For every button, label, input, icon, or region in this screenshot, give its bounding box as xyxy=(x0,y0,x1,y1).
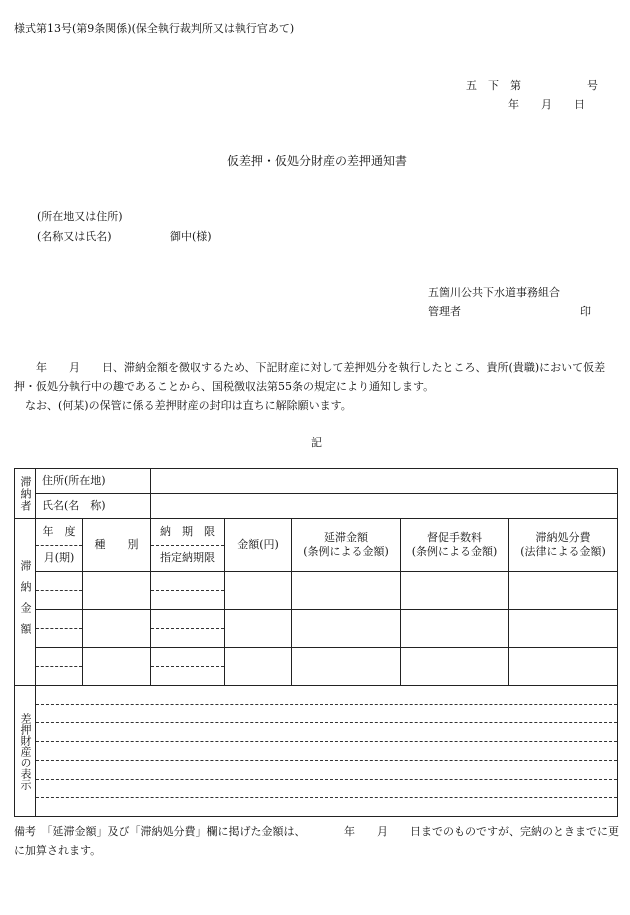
reminder-fee-cell[interactable] xyxy=(401,610,509,648)
disposal-fee-sub: (法律による金額) xyxy=(520,545,606,558)
form-label: 様式第13号(第9条関係)(保全執行裁判所又は執行官あて) xyxy=(14,22,295,35)
amount-yen-label: 金額(円) xyxy=(237,538,279,551)
late-fee-cell[interactable] xyxy=(292,610,401,648)
year-month-cell[interactable] xyxy=(36,572,83,610)
reminder-fee-cell[interactable] xyxy=(401,648,509,686)
address-value-cell[interactable] xyxy=(151,469,618,494)
table-row xyxy=(15,610,618,648)
addressee-name-label: (名称又は氏名) xyxy=(37,230,112,243)
late-fee-cell[interactable] xyxy=(292,648,401,686)
name-value-cell[interactable] xyxy=(151,494,618,519)
amount-yen-header-cell xyxy=(225,519,292,572)
year-month-header-cell xyxy=(36,519,83,572)
amount-header-cell xyxy=(15,519,36,686)
due-cell[interactable] xyxy=(151,572,225,610)
disposal-fee-label: 滞納処分費 xyxy=(535,531,591,544)
table-row xyxy=(15,648,618,686)
table-row xyxy=(15,572,618,610)
type-header-cell xyxy=(83,519,151,572)
reference-number: 五 下 第 号 xyxy=(466,79,598,92)
body-paragraph-2: なお、(何某)の保管に係る差押財産の封印は直ちに解除願います。 xyxy=(14,399,352,412)
sender-seal: 印 xyxy=(580,305,591,318)
type-cell[interactable] xyxy=(83,648,151,686)
disposal-fee-cell[interactable] xyxy=(509,648,618,686)
due-cell[interactable] xyxy=(151,648,225,686)
due-cell[interactable] xyxy=(151,610,225,648)
remarks xyxy=(14,822,619,860)
type-label: 種 別 xyxy=(94,538,139,551)
delinquent-label: 滞納者 xyxy=(19,475,32,512)
disposal-fee-cell[interactable] xyxy=(509,610,618,648)
amount-yen-cell[interactable] xyxy=(225,572,292,610)
addressee-address-label: (所在地又は住所) xyxy=(37,210,123,223)
address-label: 住所(所在地) xyxy=(42,474,106,487)
late-fee-header-cell xyxy=(292,519,401,572)
addressee-honorific: 御中(様) xyxy=(170,230,212,243)
amount-label: 滞納金額 xyxy=(19,560,32,644)
ki-label: 記 xyxy=(311,436,322,449)
designated-due-label: 指定納期限 xyxy=(160,551,215,565)
reminder-fee-sub: (条例による金額) xyxy=(411,545,498,558)
address-label-cell xyxy=(36,469,151,494)
type-cell[interactable] xyxy=(83,572,151,610)
reminder-fee-label: 督促手数料 xyxy=(427,531,482,544)
sender-manager: 管理者 xyxy=(428,305,461,318)
name-label-cell xyxy=(36,494,151,519)
reminder-fee-header-cell xyxy=(401,519,509,572)
reminder-fee-cell[interactable] xyxy=(401,572,509,610)
body-paragraph-1: 年 月 日、滞納金額を徴収するため、下記財産に対して差押処分を執行したところ、貴所(貴職)において仮差押・仮処分執行中の趣であることから、国税徴収法第55条の規定により通知します。 xyxy=(14,361,606,393)
year-month-cell[interactable] xyxy=(36,610,83,648)
seized-property-value-cell[interactable] xyxy=(36,686,618,817)
year-month-cell[interactable] xyxy=(36,648,83,686)
delinquent-header-cell xyxy=(15,469,36,519)
late-fee-cell[interactable] xyxy=(292,572,401,610)
amount-yen-cell[interactable] xyxy=(225,610,292,648)
delinquency-table xyxy=(14,468,618,817)
seized-property-label: 差押財産の表示 xyxy=(19,712,32,790)
seized-property-header-cell xyxy=(15,686,36,817)
remarks-label: 備考 xyxy=(14,825,36,838)
due-label: 納 期 限 xyxy=(151,519,224,546)
year-label: 年 度 xyxy=(36,519,82,546)
disposal-fee-cell[interactable] xyxy=(509,572,618,610)
late-fee-label: 延滞金額 xyxy=(324,531,368,544)
disposal-fee-header-cell xyxy=(509,519,618,572)
remarks-text: 「延滞金額」及び「滞納処分費」欄に掲げた金額は、 年 月 日までのものですが、完納のときまでに更に加算されます。 xyxy=(14,825,619,857)
due-header-cell xyxy=(151,519,225,572)
date-line: 年 月 日 xyxy=(508,98,585,111)
late-fee-sub: (条例による金額) xyxy=(303,545,389,558)
amount-yen-cell[interactable] xyxy=(225,648,292,686)
month-label: 月(期) xyxy=(43,551,75,565)
document-title: 仮差押・仮処分財産の差押通知書 xyxy=(227,154,408,168)
sender-organization: 五箇川公共下水道事務組合 xyxy=(428,286,560,299)
type-cell[interactable] xyxy=(83,610,151,648)
name-label: 氏名(名 称) xyxy=(42,499,106,512)
